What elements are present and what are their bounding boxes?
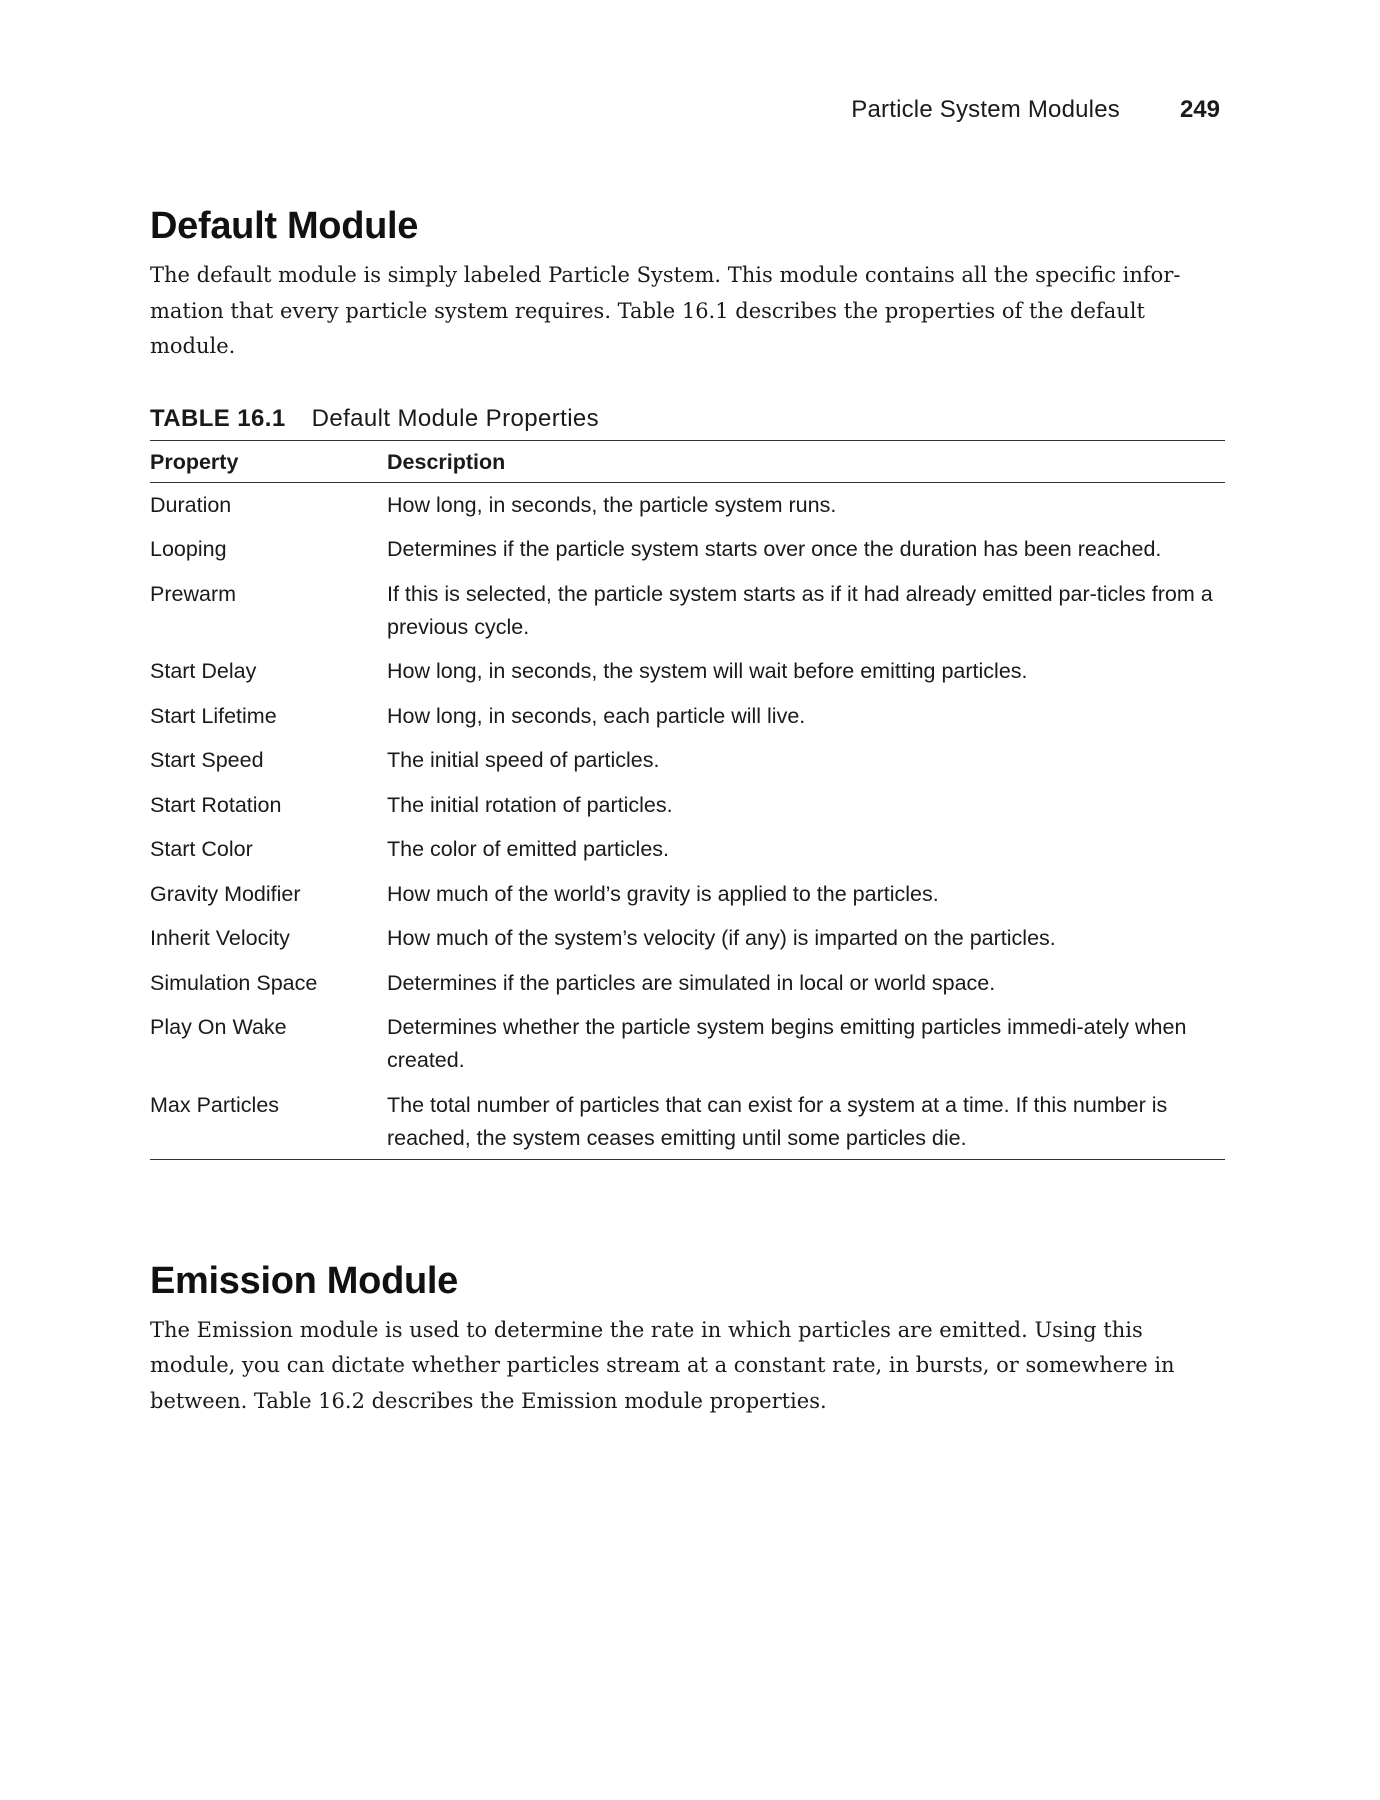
table-row [150,967,1225,1012]
column-header-property: Property [150,441,387,483]
description-cell: Determines if the particle system starts over once the duration has been reached. [387,537,1162,561]
description-cell: How long, in seconds, each particle will live. [387,703,806,728]
page-number: 249 [1179,96,1220,123]
table-row [150,533,1225,578]
table-row [150,1011,1225,1089]
table-row [150,655,1225,700]
table-row [150,578,1225,656]
property-cell: Simulation Space [150,970,318,995]
description-cell: Determines whether the particle system begins emitting particles immedi-ately when created. [387,1015,1187,1072]
description-cell: How much of the world’s gravity is applied to the particles. [387,881,939,906]
description-cell: The initial speed of particles. [387,748,660,772]
table-row [150,833,1225,878]
default-module-paragraph: The default module is simply labeled Particle System. This module contains all the specific infor-mation that every particle system requires. Table 16.1 describes the properties of the default module. [150,263,1181,358]
property-cell: Start Delay [150,659,257,683]
property-cell: Start Speed [150,748,264,772]
description-cell: How long, in seconds, the particle system runs. [387,492,837,517]
default-module-properties-table [150,441,1225,1160]
property-cell: Play On Wake [150,1015,287,1039]
table-row [150,1089,1225,1160]
description-cell: How much of the system’s velocity (if any) is imparted on the particles. [387,926,1056,950]
column-header-description: Description [387,441,1225,483]
description-cell: The color of emitted particles. [387,837,670,861]
table-row [150,789,1225,834]
property-cell: Start Color [150,837,253,861]
property-cell: Gravity Modifier [150,881,301,906]
emission-module-section [150,1260,1225,1420]
page-content [150,205,1225,1419]
description-cell: The initial rotation of particles. [387,792,673,817]
property-cell: Prewarm [150,581,237,606]
default-module-section [150,205,1225,1160]
emission-module-paragraph: The Emission module is used to determine the rate in which particles are emitted. Using this module, you can dictate whether particles stream at a constant rate, in bursts, or somewhere in between. Table 16.2 describes the Emission module properties. [150,1317,1175,1413]
running-head [851,96,1220,124]
property-cell: Start Lifetime [150,703,277,728]
table-row [150,744,1225,789]
table-caption [150,405,1225,441]
emission-module-heading: Emission Module [150,1259,458,1302]
table-row [150,922,1225,967]
property-cell: Inherit Velocity [150,926,290,950]
property-cell: Start Rotation [150,792,282,817]
table-header-row [150,441,1225,483]
description-cell: Determines if the particles are simulated in local or world space. [387,970,996,995]
table-row [150,482,1225,533]
property-cell: Max Particles [150,1092,280,1117]
table-row [150,700,1225,745]
description-cell: If this is selected, the particle system starts as if it had already emitted par-ticles from a previous cycle. [387,581,1213,639]
property-cell: Duration [150,492,232,517]
table-title: Default Module Properties [311,404,600,432]
running-head-title: Particle System Modules [851,96,1120,123]
default-module-heading: Default Module [150,205,419,247]
table-row [150,878,1225,923]
property-cell: Looping [150,537,227,561]
description-cell: How long, in seconds, the system will wait before emitting particles. [387,659,1028,683]
description-cell: The total number of particles that can exist for a system at a time. If this number is reached, the system ceases emitting until some particles die. [387,1092,1168,1150]
table-number: TABLE 16.1 [150,404,286,432]
